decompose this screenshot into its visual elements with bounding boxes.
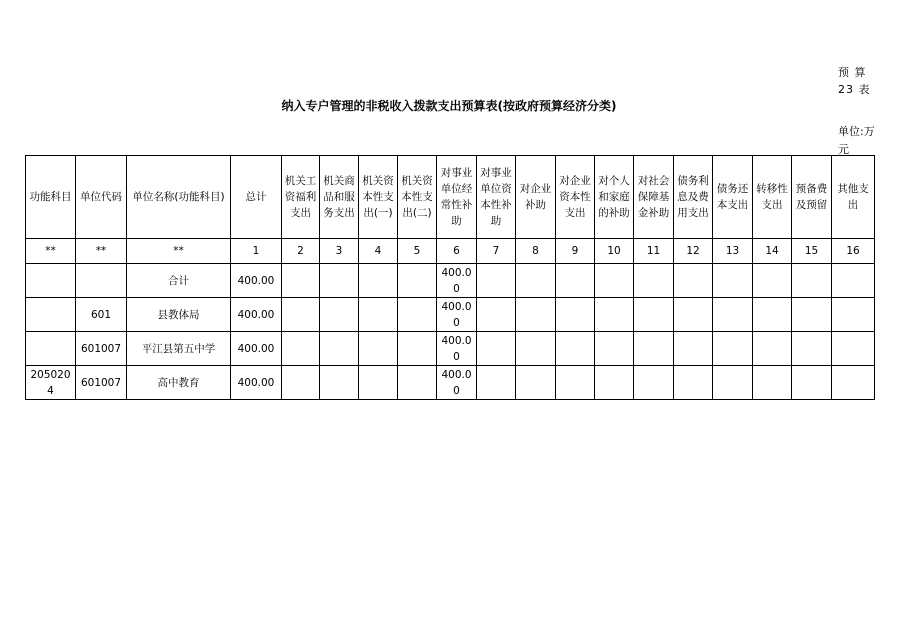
column-header: 单位代码 xyxy=(76,156,127,239)
table-cell xyxy=(753,332,792,366)
table-cell: 16 xyxy=(832,239,875,264)
table-cell: 9 xyxy=(556,239,595,264)
table-cell xyxy=(634,366,674,400)
table-cell xyxy=(556,366,595,400)
table-cell: 400.00 xyxy=(231,366,282,400)
table-cell xyxy=(477,366,516,400)
table-cell xyxy=(595,264,634,298)
column-header: 单位名称(功能科目) xyxy=(127,156,231,239)
column-header: 对企业资本性支出 xyxy=(556,156,595,239)
table-cell: 13 xyxy=(713,239,753,264)
column-header: 对事业单位资本性补助 xyxy=(477,156,516,239)
table-cell xyxy=(320,332,359,366)
table-cell: 12 xyxy=(674,239,713,264)
table-row xyxy=(26,332,875,366)
table-cell xyxy=(713,366,753,400)
column-header: 机关资本性支出(一) xyxy=(359,156,398,239)
table-cell xyxy=(753,298,792,332)
table-cell xyxy=(282,366,320,400)
table-cell xyxy=(595,332,634,366)
header-row xyxy=(26,156,875,239)
table-cell xyxy=(792,264,832,298)
table-cell: 400.00 xyxy=(231,332,282,366)
table-cell: 15 xyxy=(792,239,832,264)
column-header: 其他支出 xyxy=(832,156,875,239)
table-cell xyxy=(320,298,359,332)
table-cell xyxy=(713,298,753,332)
table-row xyxy=(26,366,875,400)
table-cell xyxy=(26,264,76,298)
table-cell xyxy=(282,264,320,298)
table-cell xyxy=(634,332,674,366)
table-row xyxy=(26,298,875,332)
table-cell xyxy=(595,298,634,332)
table-cell: 4 xyxy=(359,239,398,264)
table-cell xyxy=(282,332,320,366)
table-cell xyxy=(359,264,398,298)
table-cell xyxy=(595,366,634,400)
column-header: 对企业补助 xyxy=(516,156,556,239)
table-cell xyxy=(359,298,398,332)
table-cell xyxy=(477,332,516,366)
table-cell: 400.00 xyxy=(437,264,477,298)
table-cell xyxy=(556,298,595,332)
table-cell: 6 xyxy=(437,239,477,264)
table-cell: 601 xyxy=(76,298,127,332)
table-cell xyxy=(282,298,320,332)
table-cell xyxy=(516,366,556,400)
table-cell: 8 xyxy=(516,239,556,264)
table-cell xyxy=(516,332,556,366)
table-title: 纳入专户管理的非税收入拨款支出预算表(按政府预算经济分类) xyxy=(281,99,617,113)
table-cell: ** xyxy=(26,239,76,264)
table-cell xyxy=(516,298,556,332)
table-cell xyxy=(792,332,832,366)
table-cell xyxy=(398,332,437,366)
column-header: 总计 xyxy=(231,156,282,239)
table-cell: 平江县第五中学 xyxy=(127,332,231,366)
table-cell xyxy=(398,366,437,400)
table-cell xyxy=(26,332,76,366)
table-cell: 3 xyxy=(320,239,359,264)
table-cell xyxy=(674,332,713,366)
table-cell xyxy=(320,264,359,298)
table-cell xyxy=(634,298,674,332)
table-cell xyxy=(477,298,516,332)
table-cell: ** xyxy=(127,239,231,264)
table-cell: 601007 xyxy=(76,332,127,366)
column-header: 机关工资福利支出 xyxy=(282,156,320,239)
table-cell xyxy=(713,264,753,298)
table-cell xyxy=(674,366,713,400)
column-header: 机关资本性支出(二) xyxy=(398,156,437,239)
budget-table xyxy=(25,155,875,400)
table-cell xyxy=(320,366,359,400)
table-cell xyxy=(26,298,76,332)
column-header: 对个人和家庭的补助 xyxy=(595,156,634,239)
table-cell xyxy=(477,264,516,298)
table-cell: 高中教育 xyxy=(127,366,231,400)
column-index-row xyxy=(26,239,875,264)
table-cell: 14 xyxy=(753,239,792,264)
table-cell xyxy=(753,366,792,400)
table-cell: 400.00 xyxy=(231,264,282,298)
table-cell xyxy=(832,366,875,400)
unit-label: 单位:万元 xyxy=(838,125,875,156)
column-header: 债务还本支出 xyxy=(713,156,753,239)
table-cell: 400.00 xyxy=(437,332,477,366)
column-header: 对社会保障基金补助 xyxy=(634,156,674,239)
table-cell: 400.00 xyxy=(231,298,282,332)
column-header: 机关商品和服务支出 xyxy=(320,156,359,239)
table-cell: 10 xyxy=(595,239,634,264)
column-header: 功能科目 xyxy=(26,156,76,239)
table-cell: 11 xyxy=(634,239,674,264)
table-cell: 5 xyxy=(398,239,437,264)
table-cell xyxy=(674,298,713,332)
table-cell xyxy=(516,264,556,298)
table-cell xyxy=(832,332,875,366)
table-cell: 2050204 xyxy=(26,366,76,400)
table-row xyxy=(26,264,875,298)
column-header: 债务利息及费用支出 xyxy=(674,156,713,239)
table-cell xyxy=(832,298,875,332)
table-cell xyxy=(634,264,674,298)
column-header: 转移性支出 xyxy=(753,156,792,239)
table-cell: ** xyxy=(76,239,127,264)
table-cell: 7 xyxy=(477,239,516,264)
form-number: 预 算 23 表 xyxy=(838,66,871,96)
table-cell xyxy=(359,332,398,366)
table-cell xyxy=(753,264,792,298)
table-cell xyxy=(556,264,595,298)
table-cell: 县教体局 xyxy=(127,298,231,332)
table-cell xyxy=(359,366,398,400)
table-cell: 1 xyxy=(231,239,282,264)
table-cell xyxy=(398,264,437,298)
column-header: 对事业单位经常性补助 xyxy=(437,156,477,239)
column-header: 预备费及预留 xyxy=(792,156,832,239)
table-cell: 400.00 xyxy=(437,366,477,400)
table-cell xyxy=(398,298,437,332)
table-cell: 合计 xyxy=(127,264,231,298)
table-cell: 601007 xyxy=(76,366,127,400)
table-cell xyxy=(832,264,875,298)
table-cell xyxy=(792,298,832,332)
table-cell xyxy=(556,332,595,366)
table-cell: 400.00 xyxy=(437,298,477,332)
table-cell xyxy=(674,264,713,298)
table-cell xyxy=(792,366,832,400)
table-cell xyxy=(713,332,753,366)
table-cell: 2 xyxy=(282,239,320,264)
table-cell xyxy=(76,264,127,298)
